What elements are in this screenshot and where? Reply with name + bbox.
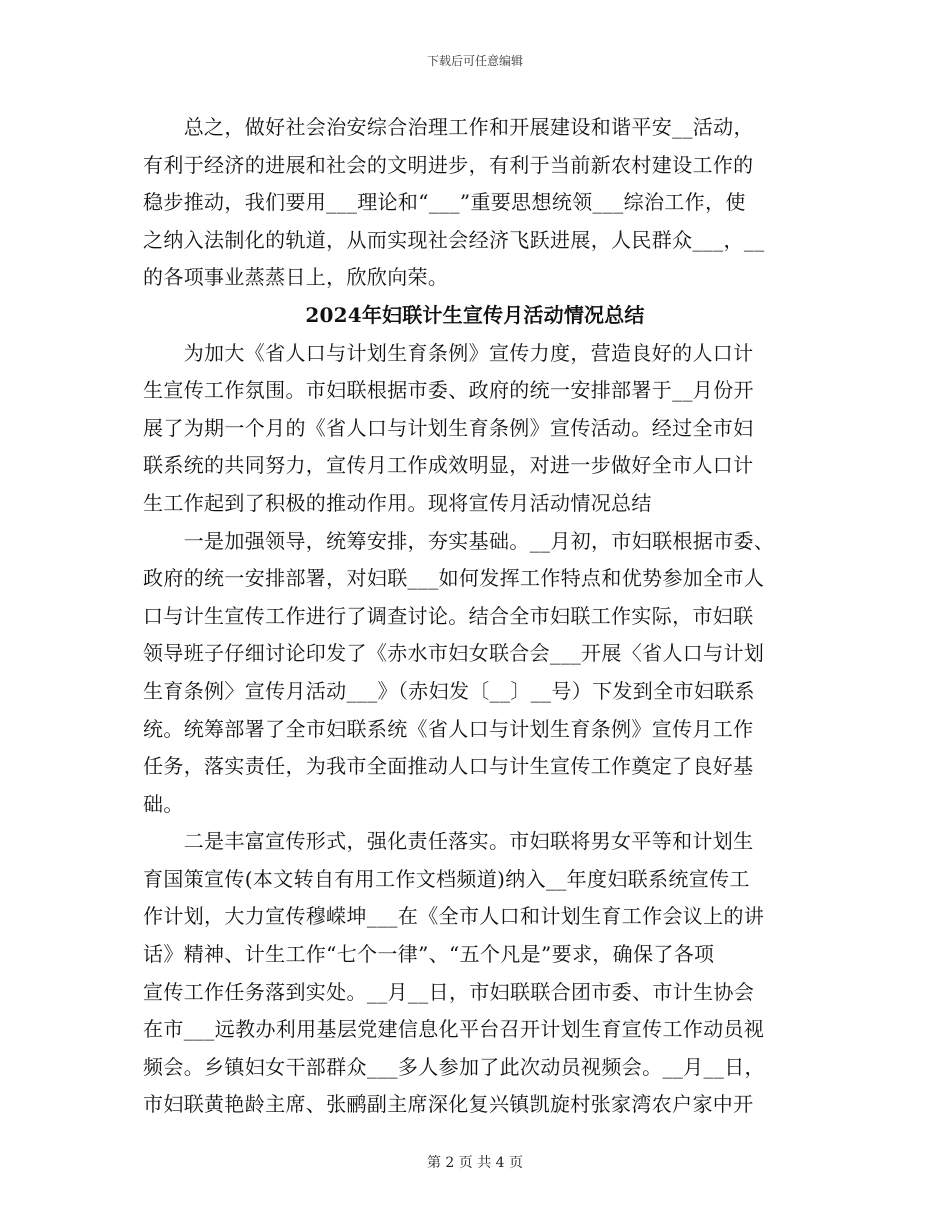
- body-line: 础。: [143, 791, 184, 816]
- body-line: 有利于经济的进展和社会的文明进步，有利于当前新农村建设工作的: [143, 152, 754, 177]
- body-line: 生工作起到了积极的推动作用。现将宣传月活动情况总结: [143, 490, 652, 515]
- page-number: 第 2 页 共 4 页: [426, 1155, 524, 1171]
- body-line: 领导班子仔细讨论印发了《赤水市妇女联合会___开展〈省人口与计划: [143, 641, 765, 666]
- body-line: 宣传工作任务落到实处。__月__日，市妇联联合团市委、市计生协会: [143, 979, 755, 1004]
- body-line: 作计划，大力宣传穆嵘坤___在《全市人口和计划生育工作会议上的讲: [143, 904, 765, 929]
- body-line: 口与计生宣传工作进行了调查讨论。结合全市妇联工作实际，市妇联: [143, 603, 754, 628]
- body-line: 频会。乡镇妇女干部群众___多人参加了此次动员视频会。__月__日，: [143, 1054, 765, 1079]
- body-line: 话》精神、计生工作“七个一律”、“五个凡是”要求，确保了各项: [143, 942, 715, 967]
- body-line: 生宣传工作氛围。市妇联根据市委、政府的统一安排部署于__月份开: [143, 378, 754, 403]
- body-line: 一是加强领导，统筹安排，夯实基础。__月初，市妇联根据市委、: [143, 528, 775, 553]
- body-line: 任务，落实责任，为我市全面推动人口与计生宣传工作奠定了良好基: [143, 754, 754, 779]
- body-line: 稳步推动，我们要用___理论和“___”重要思想统领___综治工作，使: [143, 190, 746, 215]
- body-line: 展了为期一个月的《省人口与计划生育条例》宣传活动。经过全市妇: [143, 415, 754, 440]
- body-line: 市妇联黄艳龄主席、张鹂副主席深化复兴镇凯旋村张家湾农户家中开: [143, 1092, 754, 1117]
- body-line: 联系统的共同努力，宣传月工作成效明显，对进一步做好全市人口计: [143, 453, 754, 478]
- body-line: 二是丰富宣传形式，强化责任落实。市妇联将男女平等和计划生: [143, 829, 754, 854]
- header-note: 下载后可任意编辑: [426, 54, 523, 68]
- body-line: 为加大《省人口与计划生育条例》宣传力度，营造良好的人口计: [143, 340, 754, 365]
- body-line: 之纳入法制化的轨道，从而实现社会经济飞跃进展，人民群众___，__: [143, 227, 765, 252]
- document-body: [143, 109, 807, 1124]
- body-line: 的各项事业蒸蒸日上，欣欣向荣。: [143, 265, 449, 290]
- body-line: 育国策宣传(本文转自有用工作文档频道)纳入__年度妇联系统宣传工: [143, 866, 750, 891]
- body-line: 总之，做好社会治安综合治理工作和开展建设和谐平安__活动，: [143, 115, 754, 139]
- section-title: 2024年妇联计生宣传月活动情况总结: [305, 302, 645, 327]
- body-line: 生育条例〉宣传月活动___》（赤妇发〔__〕__号）下发到全市妇联系: [143, 678, 755, 703]
- body-line: 在市___远教办利用基层党建信息化平台召开计划生育宣传工作动员视: [143, 1017, 765, 1042]
- body-line: 统。统筹部署了全市妇联系统《省人口与计划生育条例》宣传月工作: [143, 716, 754, 741]
- body-line: 政府的统一安排部署，对妇联___如何发挥工作特点和优势参加全市人: [143, 566, 765, 591]
